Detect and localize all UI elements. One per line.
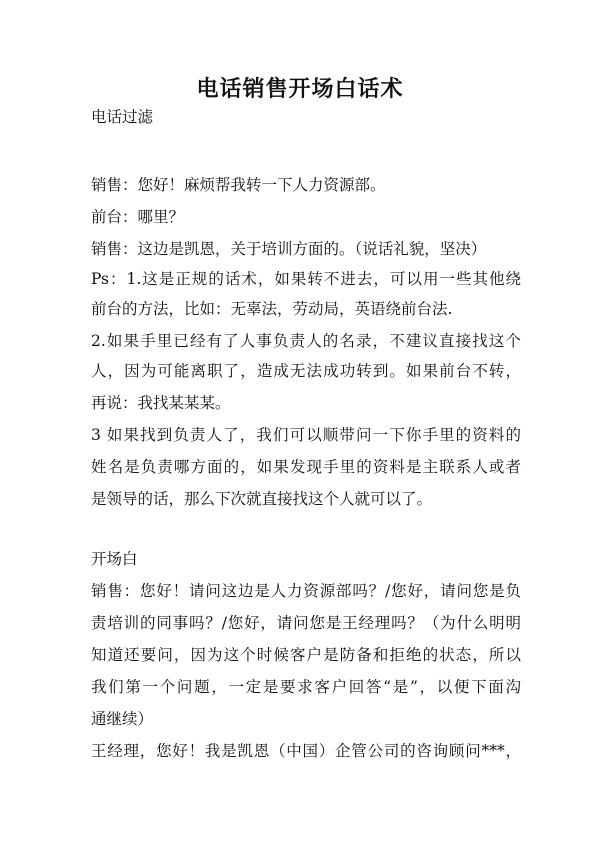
paragraph-line: 姓名是负责哪方面的，如果发现手里的资料是主联系人或者	[91, 458, 521, 476]
paragraph-line: 人，因为可能离职了，造成无法成功转到。如果前台不转，	[91, 362, 521, 380]
paragraph-line: 销售：您好！麻烦帮我转一下人力资源部。	[91, 176, 386, 194]
paragraph-line: 知道还要问，因为这个时候客户是防备和拒绝的状态，所以	[91, 646, 521, 664]
paragraph-line: 销售：您好！请问这边是人力资源部吗？/您好，请问您是负	[91, 582, 521, 600]
paragraph-line: 3 如果找到负责人了，我们可以顺带问一下你手里的资料的	[91, 426, 521, 444]
paragraph-line: 责培训的同事吗？/您好，请问您是王经理吗？（为什么明明	[91, 614, 521, 632]
paragraph-line: 通继续）	[91, 710, 154, 728]
paragraph-line: 销售：这边是凯恩，关于培训方面的。（说话礼貌，坚决）	[91, 240, 487, 258]
paragraph-line: 我们第一个问题，一定是要求客户回答“是”，以便下面沟	[91, 678, 521, 696]
paragraph-line: Ps：1.这是正规的话术，如果转不进去，可以用一些其他绕	[91, 270, 521, 288]
section-heading-opening: 开场白	[91, 550, 138, 568]
document-title: 电话销售开场白话术	[196, 76, 404, 102]
paragraph-line: 再说：我找某某某。	[91, 394, 231, 412]
section-heading-call-filter: 电话过滤	[91, 108, 154, 126]
paragraph-line: 2.如果手里已经有了人事负责人的名录，不建议直接找这个	[91, 332, 521, 350]
paragraph-line: 前台：哪里？	[91, 208, 185, 226]
paragraph-line: 前台的方法，比如：无辜法，劳动局，英语绕前台法.	[91, 300, 453, 318]
paragraph-line: 王经理，您好！我是凯恩（中国）企管公司的咨询顾问***，	[91, 742, 521, 760]
paragraph-line: 是领导的话，那么下次就直接找这个人就可以了。	[91, 490, 433, 508]
